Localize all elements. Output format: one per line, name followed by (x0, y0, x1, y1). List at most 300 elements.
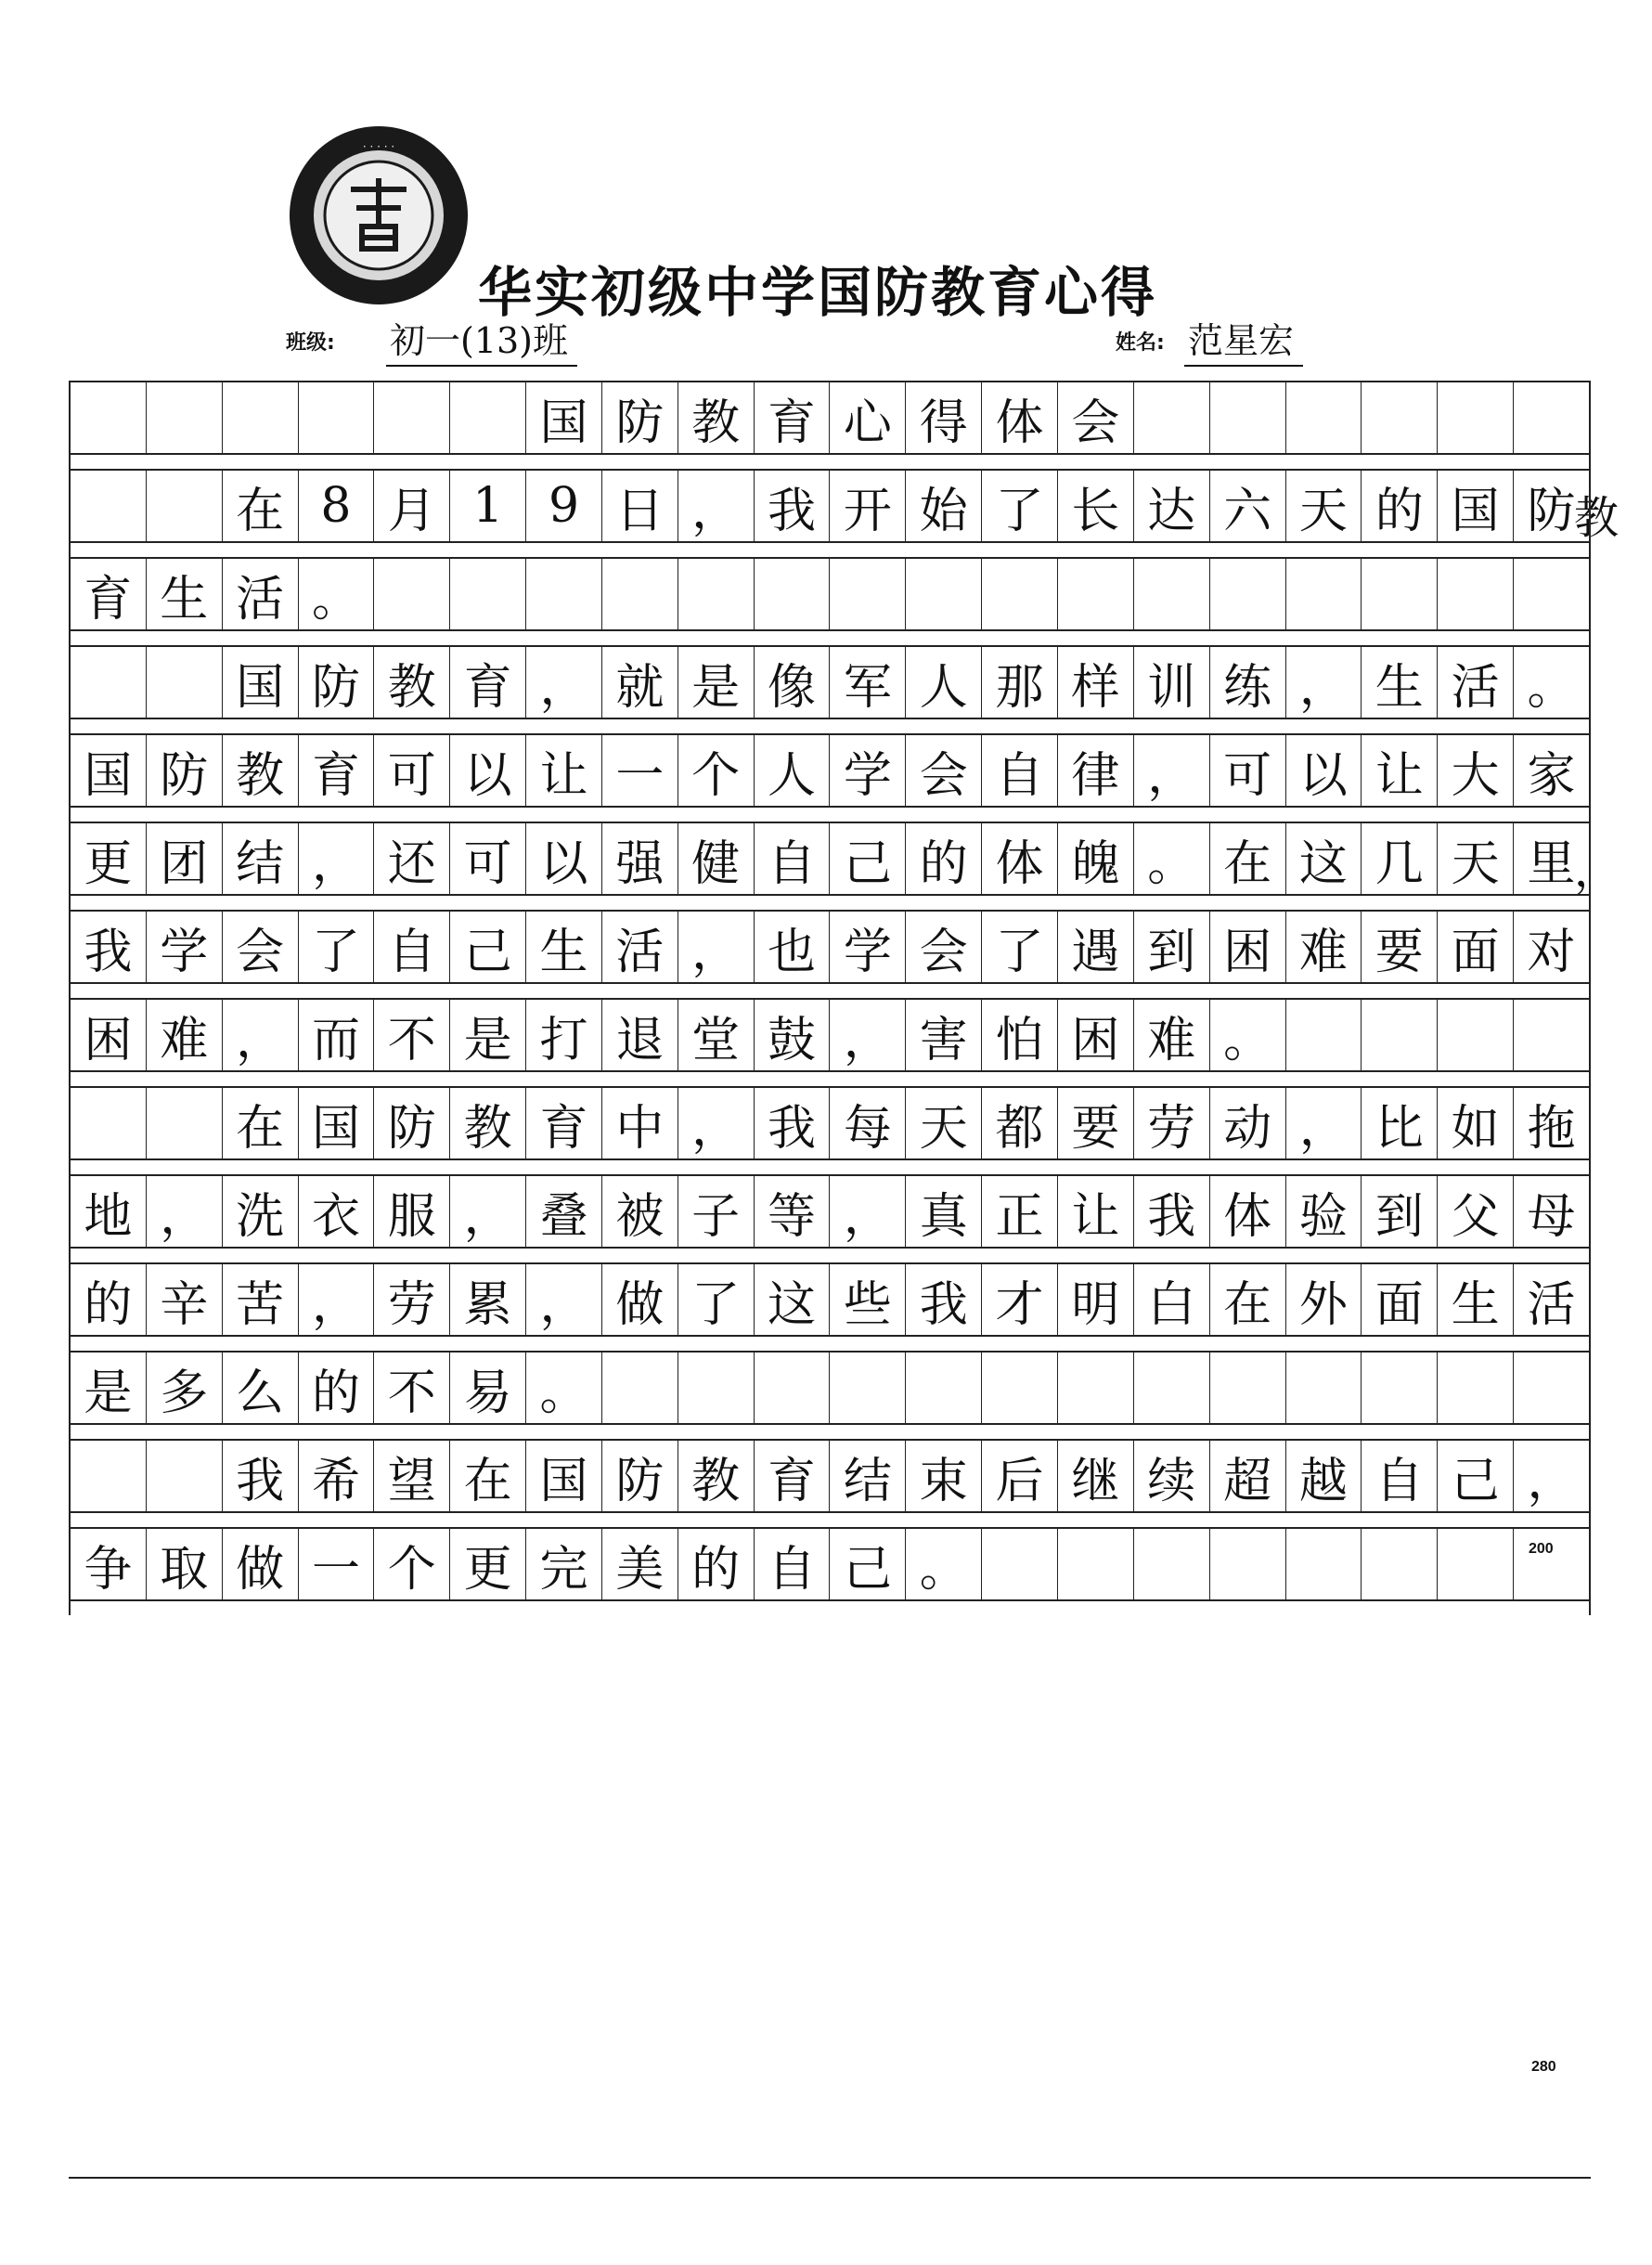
handwritten-char: 被 (615, 1188, 665, 1245)
grid-cell (678, 823, 755, 894)
grid-cell (830, 559, 906, 629)
handwritten-char: 防 (311, 659, 360, 716)
grid-cell (526, 382, 602, 453)
name-value: 范星宏 (1184, 312, 1303, 367)
grid-cell (1362, 1000, 1438, 1070)
grid-row-gap (69, 455, 1591, 469)
grid-row-gap (69, 1160, 1591, 1174)
handwritten-char: 拖 (1527, 1100, 1576, 1157)
handwritten-char: 如 (1451, 1100, 1500, 1157)
handwritten-char: 父 (1451, 1188, 1500, 1245)
grid-cell (1286, 1529, 1362, 1599)
grid-row-gap (69, 543, 1591, 557)
handwritten-char: 要 (1375, 924, 1424, 980)
grid-cell (678, 559, 755, 629)
handwritten-char: 衣 (311, 1188, 360, 1245)
handwritten-char: 。 (539, 1365, 588, 1421)
grid-cell (71, 1441, 147, 1511)
grid-cell (1438, 1000, 1514, 1070)
grid-cell (602, 1088, 678, 1158)
grid-cell (71, 912, 147, 982)
grid-cell (1362, 471, 1438, 541)
grid-cell (299, 1176, 375, 1247)
grid-cell (602, 1264, 678, 1335)
grid-cell (223, 1088, 299, 1158)
grid-row-gap (69, 1601, 1591, 1615)
handwritten-char: 让 (1071, 1188, 1120, 1245)
grid-cell (374, 1176, 450, 1247)
grid-cell (1514, 1441, 1589, 1511)
grid-cell (1210, 647, 1286, 718)
grid-cell (602, 559, 678, 629)
class-field (286, 320, 569, 361)
grid-cell (526, 823, 602, 894)
grid-cell (526, 559, 602, 629)
grid-cell (147, 1088, 223, 1158)
grid-cell (830, 1353, 906, 1423)
grid-cell (678, 1000, 755, 1070)
grid-cell (526, 1529, 602, 1599)
grid-cell (223, 1529, 299, 1599)
grid-row (69, 822, 1619, 910)
grid-cell (830, 735, 906, 806)
grid-cell (678, 1529, 755, 1599)
grid-cell (1286, 823, 1362, 894)
handwritten-char: 取 (160, 1541, 209, 1598)
handwritten-char: 教 (691, 1453, 741, 1509)
grid-cell (299, 382, 375, 453)
grid-cells (69, 998, 1591, 1072)
handwritten-char: 。 (311, 571, 360, 628)
handwritten-char: 在 (1223, 1276, 1272, 1333)
handwritten-char: 了 (691, 1276, 741, 1333)
grid-cell (147, 912, 223, 982)
handwritten-char: 的 (919, 835, 968, 892)
grid-cell (1362, 1353, 1438, 1423)
handwritten-char: 自 (995, 747, 1044, 804)
grid-cells (69, 557, 1591, 631)
grid-cell (223, 1264, 299, 1335)
overflow-char: 教 (1573, 492, 1619, 544)
grid-cell (450, 1353, 526, 1423)
handwritten-char: 子 (691, 1188, 741, 1245)
handwritten-char: 么 (236, 1365, 285, 1421)
handwritten-char: 叠 (539, 1188, 588, 1245)
handwritten-char: 生 (160, 571, 209, 628)
handwritten-char: 验 (1298, 1188, 1348, 1245)
handwritten-char: 正 (995, 1188, 1044, 1245)
handwritten-char: 继 (1071, 1453, 1120, 1509)
handwritten-char: 。 (919, 1541, 968, 1598)
handwritten-char: 了 (995, 483, 1044, 539)
handwritten-char: 教 (463, 1100, 512, 1157)
handwritten-char: 的 (691, 1541, 741, 1598)
handwritten-char: 在 (236, 483, 285, 539)
handwritten-char: 8 (320, 478, 352, 534)
grid-cell (1286, 1353, 1362, 1423)
handwritten-char: 争 (84, 1541, 133, 1598)
handwritten-char: 面 (1451, 924, 1500, 980)
handwritten-char: 国 (1451, 483, 1500, 539)
grid-cell (223, 647, 299, 718)
grid-cells (69, 645, 1591, 719)
grid-cell (982, 1176, 1058, 1247)
grid-cell (147, 559, 223, 629)
grid-cell (450, 823, 526, 894)
handwritten-char: 望 (387, 1453, 436, 1509)
grid-cell (1362, 1176, 1438, 1247)
grid-cell (1438, 1088, 1514, 1158)
grid-cell (755, 1088, 831, 1158)
grid-cell (1134, 1000, 1210, 1070)
grid-cells (69, 822, 1591, 896)
handwritten-char: 一 (615, 747, 665, 804)
grid-cell (755, 1353, 831, 1423)
handwritten-char: 做 (615, 1276, 665, 1333)
grid-cell (830, 1176, 906, 1247)
grid-cell (1286, 471, 1362, 541)
grid-cell (299, 1353, 375, 1423)
grid-cells (69, 910, 1591, 984)
grid-cell (299, 1264, 375, 1335)
grid-cell (830, 1088, 906, 1158)
handwritten-char: 生 (1375, 659, 1424, 716)
handwritten-char: 自 (1375, 1453, 1424, 1509)
handwritten-char: 我 (1147, 1188, 1196, 1245)
grid-cell (1058, 382, 1134, 453)
grid-cell (1286, 559, 1362, 629)
grid-cell (71, 1529, 147, 1599)
grid-cell (906, 559, 982, 629)
handwritten-char: 己 (1451, 1453, 1500, 1509)
grid-cell (71, 1088, 147, 1158)
grid-cell (678, 1264, 755, 1335)
grid-cells (69, 1351, 1591, 1425)
grid-cell (830, 471, 906, 541)
handwritten-char: 教 (236, 747, 285, 804)
handwritten-char: 育 (84, 571, 133, 628)
handwritten-char: 怕 (995, 1012, 1044, 1068)
grid-cell (1058, 912, 1134, 982)
handwritten-char: 累 (463, 1276, 512, 1333)
class-value: 初一(13)班 (386, 312, 577, 367)
grid-cell (1514, 735, 1589, 806)
handwritten-char: 达 (1147, 483, 1196, 539)
handwritten-char: ， (691, 483, 741, 539)
handwritten-char: 就 (615, 659, 665, 716)
grid-cell (299, 912, 375, 982)
grid-bottom-edge (69, 2177, 1591, 2179)
handwritten-char: 练 (1223, 659, 1272, 716)
handwritten-char: 做 (236, 1541, 285, 1598)
grid-cell (1134, 735, 1210, 806)
grid-cell (906, 1441, 982, 1511)
handwritten-char: 那 (995, 659, 1044, 716)
grid-cell (374, 382, 450, 453)
grid-cell (1134, 1088, 1210, 1158)
svg-text:· · · · ·: · · · · · (362, 140, 395, 153)
handwritten-char: 些 (843, 1276, 892, 1333)
handwritten-char: 魄 (1071, 835, 1120, 892)
grid-cell (1210, 471, 1286, 541)
grid-cell (147, 1353, 223, 1423)
handwritten-char: 美 (615, 1541, 665, 1598)
grid-cell (1058, 823, 1134, 894)
handwritten-char: 生 (1451, 1276, 1500, 1333)
grid-cell (223, 559, 299, 629)
grid-cell (755, 735, 831, 806)
grid-cell (1438, 1176, 1514, 1247)
grid-cell (1134, 1353, 1210, 1423)
grid-cell (71, 382, 147, 453)
handwritten-char: 防 (615, 395, 665, 451)
grid-row (69, 469, 1619, 557)
grid-cell (755, 912, 831, 982)
handwritten-char: 难 (1298, 924, 1348, 980)
grid-cell (1514, 1529, 1589, 1599)
handwritten-char: 我 (768, 1100, 817, 1157)
grid-cell (1210, 559, 1286, 629)
grid-cell (71, 647, 147, 718)
grid-cell (147, 823, 223, 894)
handwritten-char: 束 (919, 1453, 968, 1509)
handwritten-char: 更 (84, 835, 133, 892)
handwritten-char: 这 (768, 1276, 817, 1333)
grid-cell (1438, 1264, 1514, 1335)
handwritten-char: 六 (1223, 483, 1272, 539)
grid-cell (755, 1176, 831, 1247)
handwritten-char: 害 (919, 1012, 968, 1068)
grid-cell (374, 1441, 450, 1511)
grid-cell (982, 647, 1058, 718)
handwritten-char: 比 (1375, 1100, 1424, 1157)
handwritten-char: 每 (843, 1100, 892, 1157)
grid-cell (906, 1088, 982, 1158)
grid-cell (1058, 1000, 1134, 1070)
overflow-char: ， (1573, 845, 1619, 897)
grid-cell (223, 912, 299, 982)
grid-row (69, 1439, 1591, 1527)
handwritten-char: 劳 (387, 1276, 436, 1333)
grid-cell (223, 1000, 299, 1070)
grid-cell (450, 735, 526, 806)
grid-cell (526, 471, 602, 541)
grid-cell (678, 912, 755, 982)
grid-cell (526, 1353, 602, 1423)
grid-cell (71, 823, 147, 894)
handwritten-char: 学 (843, 924, 892, 980)
grid-cell (678, 471, 755, 541)
grid-cell (526, 735, 602, 806)
grid-cell (830, 912, 906, 982)
grid-row (69, 1351, 1591, 1439)
handwritten-char: 会 (236, 924, 285, 980)
handwritten-char: 也 (768, 924, 817, 980)
handwritten-char: ， (311, 835, 360, 892)
grid-cell (755, 1529, 831, 1599)
handwritten-char: 可 (463, 835, 512, 892)
handwritten-char: 国 (539, 1453, 588, 1509)
grid-cell (374, 1088, 450, 1158)
handwritten-char: 结 (843, 1453, 892, 1509)
grid-cell (982, 1353, 1058, 1423)
grid-cell (450, 559, 526, 629)
grid-cell (1286, 1088, 1362, 1158)
handwritten-char: ， (691, 924, 741, 980)
grid-cell (1058, 735, 1134, 806)
grid-cell (374, 735, 450, 806)
handwritten-char: 困 (84, 1012, 133, 1068)
handwritten-char: 到 (1147, 924, 1196, 980)
grid-cell (1210, 1264, 1286, 1335)
handwritten-char: 育 (463, 659, 512, 716)
handwritten-char: 在 (463, 1453, 512, 1509)
grid-cell (526, 1088, 602, 1158)
grid-cell (223, 823, 299, 894)
handwritten-char: 防 (1527, 483, 1576, 539)
grid-cell (450, 1000, 526, 1070)
handwritten-char: 后 (995, 1453, 1044, 1509)
grid-row-gap (69, 808, 1591, 822)
grid-cell (1134, 559, 1210, 629)
grid-cell (147, 382, 223, 453)
grid-cell (450, 1088, 526, 1158)
name-field (1116, 320, 1295, 361)
handwritten-char: ， (311, 1276, 360, 1333)
handwritten-char: 是 (463, 1012, 512, 1068)
handwritten-char: 人 (768, 747, 817, 804)
handwritten-char: 的 (1375, 483, 1424, 539)
grid-cell (450, 912, 526, 982)
grid-cell (602, 1353, 678, 1423)
writing-grid (69, 381, 1619, 1615)
grid-cell (982, 823, 1058, 894)
grid-cell (602, 1000, 678, 1070)
handwritten-char: 让 (1375, 747, 1424, 804)
handwritten-char: 9 (548, 478, 580, 534)
grid-cell (830, 823, 906, 894)
handwritten-char: 学 (160, 924, 209, 980)
handwritten-char: 在 (1223, 835, 1272, 892)
grid-cells (69, 469, 1591, 543)
handwritten-char: 。 (1223, 1012, 1272, 1068)
grid-row-gap (69, 631, 1591, 645)
grid-cell (374, 1000, 450, 1070)
grid-cell (982, 382, 1058, 453)
grid-cell (678, 382, 755, 453)
handwritten-char: 国 (84, 747, 133, 804)
grid-cell (906, 471, 982, 541)
grid-cell (678, 647, 755, 718)
grid-cell (602, 1529, 678, 1599)
grid-cell (1286, 1441, 1362, 1511)
grid-cell (1514, 1000, 1589, 1070)
grid-cell (1438, 823, 1514, 894)
handwritten-char: 体 (995, 835, 1044, 892)
grid-cell (906, 1176, 982, 1247)
grid-row-gap (69, 984, 1591, 998)
grid-cell (1438, 1529, 1514, 1599)
grid-cell (147, 735, 223, 806)
grid-row-gap (69, 1337, 1591, 1351)
handwritten-char: ， (691, 1100, 741, 1157)
grid-cell (1514, 1353, 1589, 1423)
handwritten-char: 对 (1527, 924, 1576, 980)
handwritten-char: ， (463, 1188, 512, 1245)
handwritten-char: 了 (311, 924, 360, 980)
handwritten-char: 难 (160, 1012, 209, 1068)
handwritten-char: ， (539, 1276, 588, 1333)
grid-cell (450, 1264, 526, 1335)
handwritten-char: 难 (1147, 1012, 1196, 1068)
grid-cell (1286, 1000, 1362, 1070)
grid-cells (69, 1439, 1591, 1513)
grid-cell (1514, 912, 1589, 982)
grid-cell (1210, 1176, 1286, 1247)
handwritten-char: 结 (236, 835, 285, 892)
grid-cell (1514, 471, 1589, 541)
grid-cell (526, 647, 602, 718)
grid-row (69, 645, 1591, 733)
handwritten-char: 月 (387, 483, 436, 539)
grid-cell (526, 1176, 602, 1247)
grid-cell (830, 647, 906, 718)
handwritten-char: 天 (1451, 835, 1500, 892)
grid-cell (147, 647, 223, 718)
grid-cell (982, 912, 1058, 982)
handwritten-char: 体 (995, 395, 1044, 451)
grid-cell (1514, 1264, 1589, 1335)
grid-cell (1210, 735, 1286, 806)
handwritten-char: 人 (919, 659, 968, 716)
handwritten-char: 国 (539, 395, 588, 451)
grid-cell (1514, 823, 1589, 894)
handwritten-char: 的 (84, 1276, 133, 1333)
grid-row (69, 910, 1591, 998)
handwritten-char: 几 (1375, 835, 1424, 892)
grid-cell (1438, 912, 1514, 982)
grid-cell (1362, 559, 1438, 629)
grid-cell (1210, 1000, 1286, 1070)
handwritten-char: 这 (1298, 835, 1348, 892)
grid-cells (69, 1527, 1591, 1601)
handwritten-char: 还 (387, 835, 436, 892)
handwritten-char: 越 (1298, 1453, 1348, 1509)
grid-cell (299, 647, 375, 718)
handwritten-char: 而 (311, 1012, 360, 1068)
handwritten-char: 遇 (1071, 924, 1120, 980)
handwritten-char: ， (843, 1012, 892, 1068)
grid-cells (69, 733, 1591, 808)
handwritten-char: 让 (539, 747, 588, 804)
grid-cell (299, 823, 375, 894)
grid-cell (71, 471, 147, 541)
grid-row (69, 998, 1591, 1086)
grid-cell (374, 823, 450, 894)
grid-cell (1134, 1264, 1210, 1335)
handwritten-char: 外 (1298, 1276, 1348, 1333)
grid-cell (1362, 912, 1438, 982)
handwritten-char: 是 (691, 659, 741, 716)
grid-cells (69, 381, 1591, 455)
grid-row (69, 381, 1591, 469)
grid-cell (1210, 382, 1286, 453)
grid-row-gap (69, 1072, 1591, 1086)
handwritten-char: 律 (1071, 747, 1120, 804)
grid-cell (1362, 735, 1438, 806)
handwritten-char: 是 (84, 1365, 133, 1421)
grid-cell (1058, 1529, 1134, 1599)
